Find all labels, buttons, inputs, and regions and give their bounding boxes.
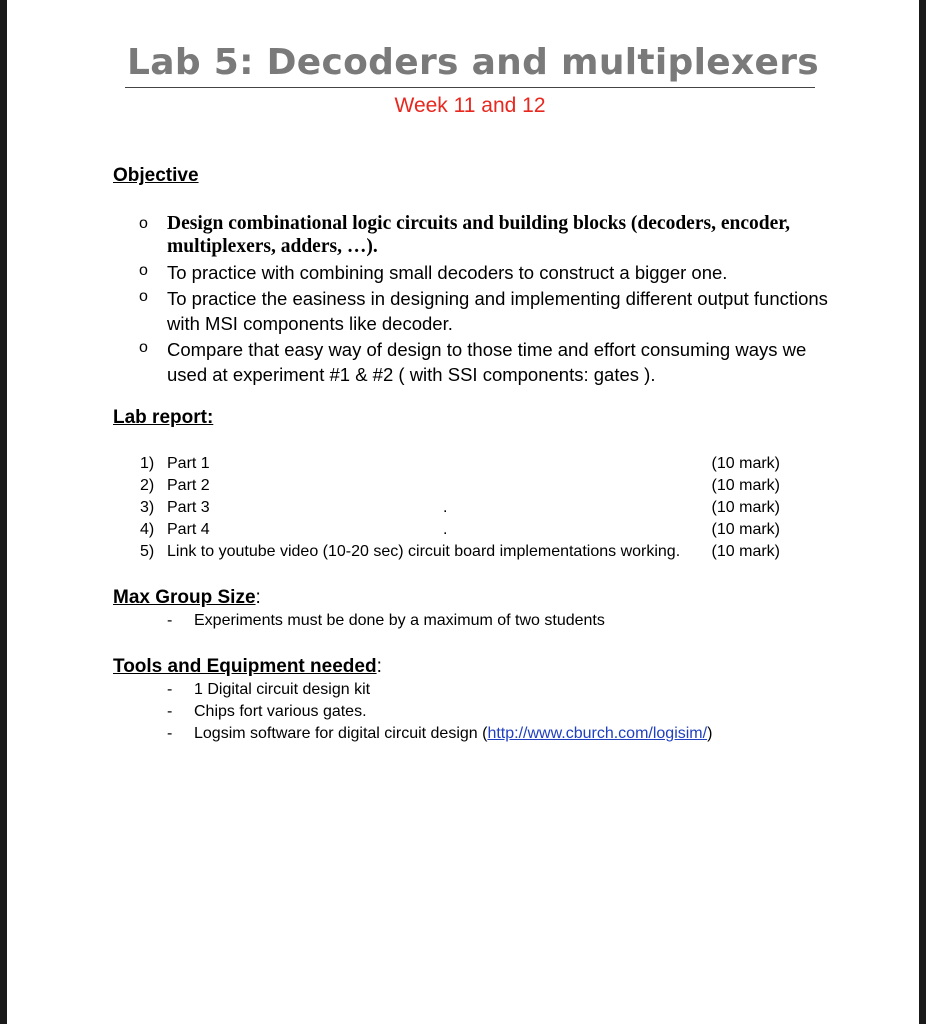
report-row-label: Part 3 — [167, 499, 210, 516]
dash-bullet-icon: - — [167, 612, 173, 629]
report-row-label: Link to youtube video (10-20 sec) circuit board implementations working. — [167, 543, 681, 560]
circle-bullet-icon: o — [139, 262, 148, 279]
list-item — [139, 337, 839, 388]
report-row-dot: . — [443, 499, 448, 516]
report-row-mark: (10 mark) — [711, 543, 780, 560]
circle-bullet-icon: o — [139, 338, 148, 356]
title-underline — [125, 87, 815, 88]
report-row-number: 1) — [140, 455, 155, 472]
heading-colon: : — [255, 587, 261, 608]
tools-heading-text: Tools and Equipment needed — [113, 656, 377, 677]
report-row-label: Part 4 — [167, 521, 210, 538]
report-row-label: Part 2 — [167, 477, 210, 494]
report-row — [140, 543, 780, 565]
tools-item-2: Chips fort various gates. — [194, 703, 367, 720]
dash-bullet-icon: - — [167, 725, 173, 742]
logisim-link[interactable]: http://www.cburch.com/logisim/ — [487, 725, 708, 742]
report-row — [140, 499, 780, 521]
objective-item-2: To practice with combining small decoders to construct a bigger one. — [167, 262, 728, 283]
report-row-number: 2) — [140, 477, 155, 494]
report-row-mark: (10 mark) — [711, 499, 780, 516]
group-size-item: Experiments must be done by a maximum of two students — [194, 612, 605, 629]
report-row-mark: (10 mark) — [711, 477, 780, 494]
tools-item-3-suffix: ) — [707, 725, 713, 742]
report-row-label: Part 1 — [167, 455, 210, 472]
objective-item-3: To practice the easiness in designing and implementing different output functions with MSI components like decoder. — [167, 287, 828, 334]
objective-item-1: Design combinational logic circuits and building blocks (decoders, encoder, multiplexers, adders, …). — [167, 213, 790, 257]
tools-heading — [113, 656, 382, 678]
circle-bullet-icon: o — [139, 215, 148, 232]
document-subtitle: Week 11 and 12 — [394, 94, 546, 117]
list-item — [139, 286, 839, 337]
dash-bullet-icon: - — [167, 703, 173, 720]
report-row-number: 4) — [140, 521, 155, 538]
group-size-heading-text: Max Group Size — [113, 587, 256, 608]
tools-item-3 — [194, 725, 712, 743]
document-page — [7, 0, 919, 1024]
lab-report-heading: Lab report: — [113, 407, 214, 428]
objective-list — [139, 212, 839, 388]
report-row-mark: (10 mark) — [711, 455, 780, 472]
report-row-number: 3) — [140, 499, 155, 516]
tools-item-1: 1 Digital circuit design kit — [194, 681, 371, 698]
list-item — [139, 260, 839, 286]
group-size-heading — [113, 587, 261, 609]
report-row-dot: . — [443, 521, 448, 538]
dash-bullet-icon: - — [167, 681, 173, 698]
objective-heading: Objective — [113, 165, 199, 186]
report-row-mark: (10 mark) — [711, 521, 780, 538]
report-row — [140, 455, 780, 477]
circle-bullet-icon: o — [139, 287, 148, 305]
tools-item-3-prefix: Logsim software for digital circuit design ( — [194, 725, 488, 742]
heading-colon: : — [376, 656, 382, 677]
document-title: Lab 5: Decoders and multiplexers — [127, 42, 819, 83]
list-item — [139, 212, 839, 258]
report-row — [140, 477, 780, 499]
report-row — [140, 521, 780, 543]
objective-item-4: Compare that easy way of design to those time and effort consuming ways we used at experiment #1 & #2 ( with SSI components: gates ). — [167, 338, 807, 385]
report-row-number: 5) — [140, 543, 155, 560]
